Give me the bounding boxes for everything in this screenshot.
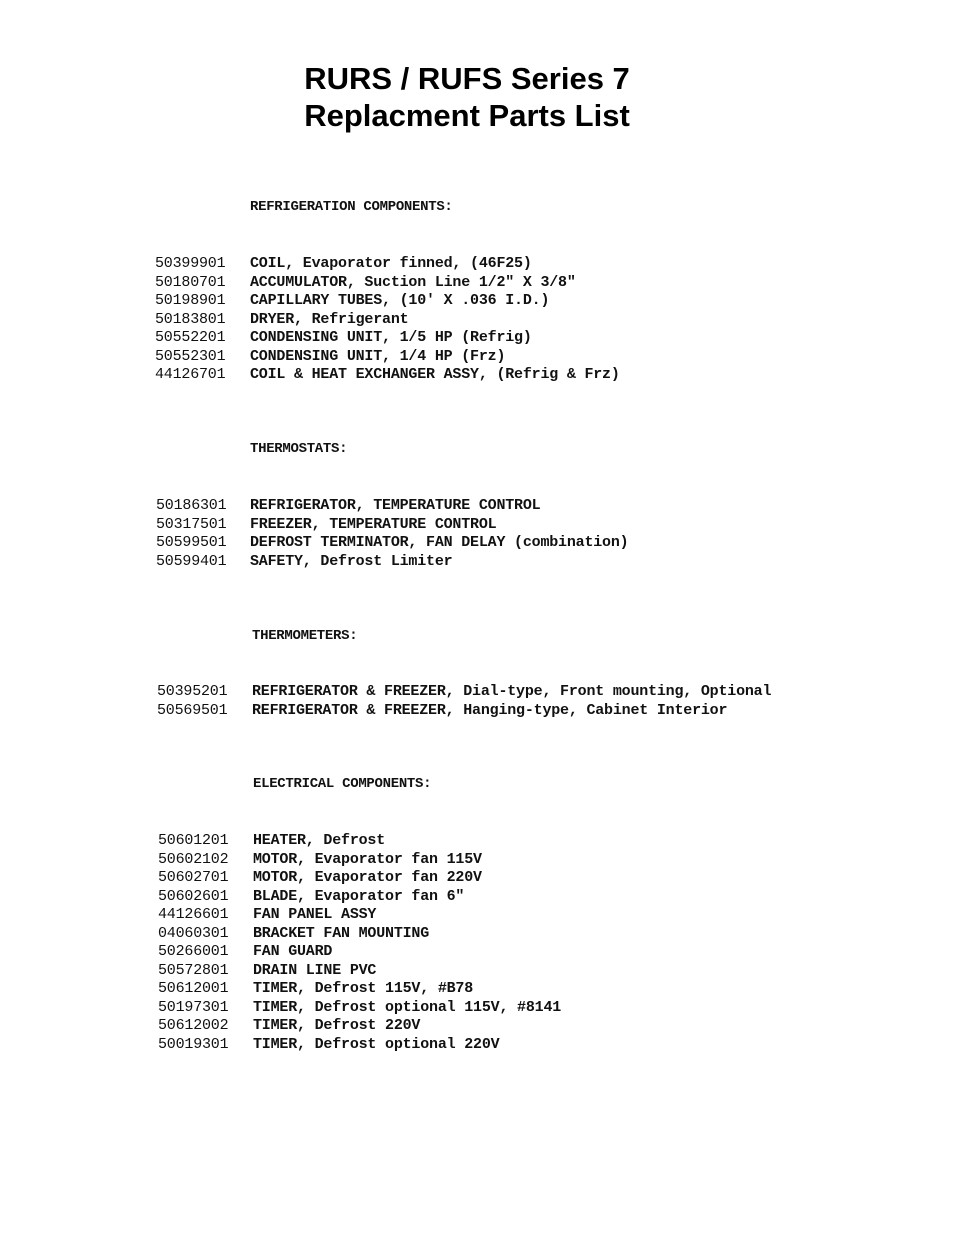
part-description: REFRIGERATOR & FREEZER, Hanging-type, Cabinet Interior bbox=[252, 702, 728, 719]
part-description: FREEZER, TEMPERATURE CONTROL bbox=[250, 515, 497, 533]
section-heading-thermostats: THERMOSTATS: bbox=[250, 441, 348, 457]
part-number: 44126701 bbox=[155, 366, 226, 383]
part-number: 50552201 bbox=[155, 329, 226, 346]
part-description: REFRIGERATOR, TEMPERATURE CONTROL bbox=[250, 497, 541, 514]
part-number: 50197301 bbox=[158, 998, 229, 1016]
part-number: 50395201 bbox=[157, 683, 228, 700]
part-description: BLADE, Evaporator fan 6" bbox=[253, 887, 465, 905]
part-description: HEATER, Defrost bbox=[253, 832, 386, 849]
part-description: MOTOR, Evaporator fan 115V bbox=[253, 850, 482, 868]
part-number: 50019301 bbox=[158, 1035, 229, 1053]
part-description: DRYER, Refrigerant bbox=[250, 310, 409, 328]
part-number: 44126601 bbox=[158, 906, 229, 923]
part-description: ACCUMULATOR, Suction Line 1/2" X 3/8" bbox=[250, 273, 576, 291]
part-number: 50602601 bbox=[158, 887, 229, 905]
part-number: 50569501 bbox=[157, 702, 228, 719]
part-number: 04060301 bbox=[158, 924, 229, 942]
part-description: SAFETY, Defrost Limiter bbox=[250, 552, 453, 570]
part-number: 50180701 bbox=[155, 273, 226, 291]
part-number: 50266001 bbox=[158, 943, 229, 960]
part-description: FAN GUARD bbox=[253, 943, 333, 960]
part-description: COIL & HEAT EXCHANGER ASSY, (Refrig & Frz) bbox=[250, 366, 620, 383]
part-number: 50601201 bbox=[158, 832, 229, 849]
part-number: 50399901 bbox=[155, 255, 226, 272]
part-number: 50602701 bbox=[158, 869, 229, 886]
title-line-2: Replacment Parts List bbox=[304, 98, 630, 133]
section-heading-thermometers: THERMOMETERS: bbox=[252, 628, 358, 644]
part-number: 50602102 bbox=[158, 850, 229, 868]
part-description: CONDENSING UNIT, 1/5 HP (Refrig) bbox=[250, 329, 532, 346]
part-description: MOTOR, Evaporator fan 220V bbox=[253, 869, 482, 886]
part-number: 50198901 bbox=[155, 292, 226, 309]
part-number: 50183801 bbox=[155, 310, 226, 328]
part-description: BRACKET FAN MOUNTING bbox=[253, 924, 430, 942]
part-number: 50599501 bbox=[156, 534, 227, 551]
part-description: TIMER, Defrost optional 115V, #8141 bbox=[253, 998, 562, 1016]
part-number: 50552301 bbox=[155, 347, 226, 365]
part-description: TIMER, Defrost optional 220V bbox=[253, 1035, 500, 1053]
title-line-1: RURS / RUFS Series 7 bbox=[304, 61, 630, 96]
part-description: DEFROST TERMINATOR, FAN DELAY (combination) bbox=[250, 534, 629, 551]
section-heading-electrical: ELECTRICAL COMPONENTS: bbox=[253, 776, 432, 792]
part-number: 50599401 bbox=[156, 552, 227, 570]
part-description: FAN PANEL ASSY bbox=[253, 906, 377, 923]
part-description: TIMER, Defrost 220V bbox=[253, 1017, 421, 1034]
document-title bbox=[0, 60, 934, 134]
part-description: TIMER, Defrost 115V, #B78 bbox=[253, 980, 474, 997]
section-heading-refrigeration: REFRIGERATION COMPONENTS: bbox=[250, 199, 453, 215]
part-number: 50317501 bbox=[156, 515, 227, 533]
part-number: 50186301 bbox=[156, 497, 227, 514]
part-number: 50612002 bbox=[158, 1017, 229, 1034]
part-description: CONDENSING UNIT, 1/4 HP (Frz) bbox=[250, 347, 506, 365]
part-description: REFRIGERATOR & FREEZER, Dial-type, Front mounting, Optional bbox=[252, 683, 772, 700]
part-number: 50572801 bbox=[158, 961, 229, 979]
part-description: CAPILLARY TUBES, (10' X .036 I.D.) bbox=[250, 292, 550, 309]
part-number: 50612001 bbox=[158, 980, 229, 997]
part-description: DRAIN LINE PVC bbox=[253, 961, 377, 979]
part-description: COIL, Evaporator finned, (46F25) bbox=[250, 255, 532, 272]
